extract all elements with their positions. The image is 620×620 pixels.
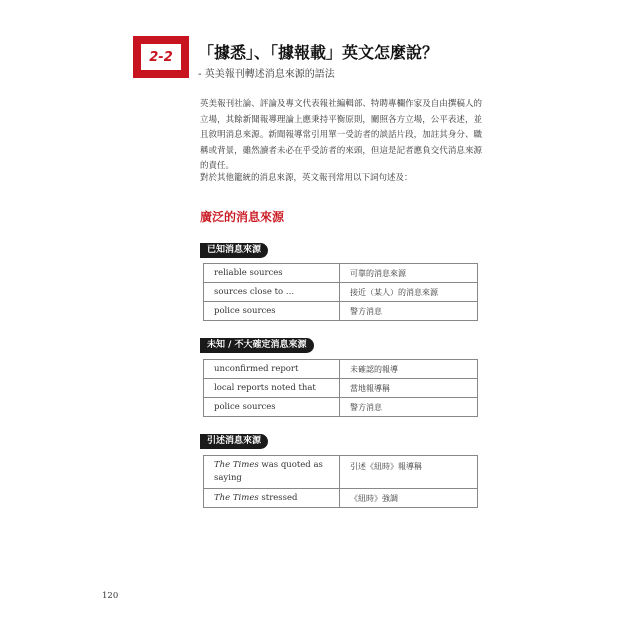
group-label-known-sources: 已知消息來源 (200, 243, 268, 258)
page-subtitle: - 英美報刊轉述消息來源的語法 (198, 69, 335, 80)
phrase-en: police sources (204, 302, 340, 321)
section-heading: 廣泛的消息來源 (200, 210, 285, 224)
phrase-zh: 《紐時》強調 (340, 489, 478, 508)
intro-paragraph (200, 97, 482, 175)
phrase-zh: 警方消息 (340, 302, 478, 321)
table-row (204, 264, 478, 283)
phrase-en: police sources (204, 398, 340, 417)
phrase-zh: 可靠的消息來源 (340, 264, 478, 283)
intro-text: 英美報刊社論、評論及專文代表報社編輯部、特聘專欄作家及自由撰稿人的立場，其餘新聞報導理論上應秉持平衡原則，關照各方立場，公平表述，並且敘明消息來源。新聞報導常引用單一受訪者的談話片段，加註其身分、職稱或背景，雖然讀者未必在乎受訪者的來頭，但這是記者應負交代消息來源的責任。 (200, 99, 482, 171)
phrase-en (204, 489, 340, 508)
phrase-en-rest: stressed (258, 493, 298, 503)
publication-name: The Times (214, 460, 259, 470)
phrase-zh: 未確認的報導 (340, 360, 478, 379)
lead-sentence: 對於其他籠統的消息來源，英文報刊常用以下詞句述及： (200, 173, 413, 183)
phrase-zh: 接近（某人）的消息來源 (340, 283, 478, 302)
phrase-en: sources close to … (204, 283, 340, 302)
section-number: 2-2 (141, 44, 181, 70)
phrase-en: unconfirmed report (204, 360, 340, 379)
publication-name: The Times (214, 493, 259, 503)
table-row (204, 398, 478, 417)
phrase-en: local reports noted that (204, 379, 340, 398)
phrase-en (204, 456, 340, 489)
table-known-sources (203, 263, 478, 321)
page-number: 120 (102, 591, 119, 601)
section-number-badge (133, 36, 189, 78)
table-row (204, 360, 478, 379)
table-row (204, 456, 478, 489)
table-row (204, 379, 478, 398)
phrase-en-rest: was quoted as saying (214, 460, 323, 483)
page-title: 「據悉」、「據報載」英文怎麼說？ (198, 43, 439, 62)
group-label-quoted-sources: 引述消息來源 (200, 434, 268, 449)
group-label-unconfirmed-sources: 未知 / 不大確定消息來源 (200, 338, 314, 353)
table-row (204, 489, 478, 508)
table-quoted-sources (203, 455, 478, 508)
phrase-zh: 當地報導稱 (340, 379, 478, 398)
phrase-zh: 警方消息 (340, 398, 478, 417)
table-row (204, 283, 478, 302)
phrase-zh: 引述《紐時》報導稱 (340, 456, 478, 489)
table-row (204, 302, 478, 321)
phrase-en: reliable sources (204, 264, 340, 283)
table-unconfirmed-sources (203, 359, 478, 417)
